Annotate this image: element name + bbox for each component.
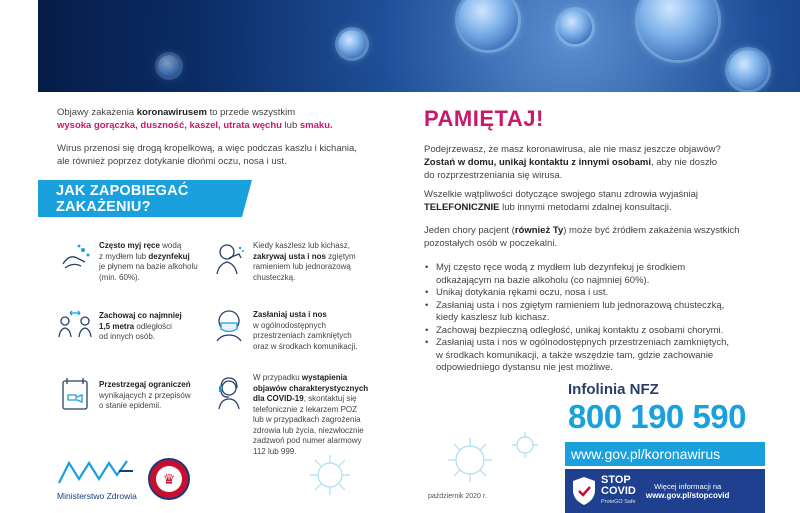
- tip-restrictions: Przestrzegaj ograniczeń wynikających z przepisów o stanie epidemii.: [99, 380, 191, 410]
- tip-cover-face: Zasłaniaj usta i nos w ogólnodostępnych przestrzeniach zamkniętych oraz w środkach komunikacji.: [253, 310, 358, 351]
- stopcovid-banner[interactable]: [565, 469, 765, 513]
- koronawirus-link[interactable]: www.gov.pl/koronawirus: [565, 442, 765, 466]
- stopcovid-link[interactable]: www.gov.pl/stopcovid: [645, 491, 730, 500]
- list-item: • Unikaj dotykania rękami oczu, nosa i ust.: [424, 287, 764, 300]
- intro-text: [57, 106, 357, 168]
- virus-particle: [458, 0, 518, 50]
- remember-paragraph-2: Wszelkie wątpliwości dotyczące swojego stanu zdrowia wyjaśniaj TELEFONICZNIE lub innymi metodami zdalnej konsultacji.: [424, 189, 699, 213]
- virus-particle: [158, 55, 180, 77]
- phone-doctor-icon: [211, 375, 247, 411]
- stopcovid-logo: STOP COVID ProteGO Safe: [571, 475, 636, 508]
- tip-keep-distance: Zachowaj co najmniej 1,5 metra odległości od innych osób.: [99, 311, 182, 341]
- decorative-virus-icon: [300, 445, 370, 505]
- stopcovid-info: Więcej informacji na www.gov.pl/stopcovid: [645, 482, 730, 500]
- virus-particle: [728, 50, 768, 90]
- virus-particle: [338, 30, 366, 58]
- remember-paragraph-1: Podejrzewasz, że masz koronawirusa, ale nie masz jeszcze objawów? Zostań w domu, unikaj kontaktu z innymi osobami, aby nie doszło do rozprzestrzeniania się wirusa.: [424, 144, 721, 181]
- ministry-logo-icon: [57, 457, 135, 485]
- remember-section: [424, 106, 764, 132]
- intro-paragraph-1: Objawy zakażenia koronawirusem to przede wszystkim wysoka gorączka, duszność, kaszel, utrata węchu lub smaku.: [57, 107, 333, 131]
- list-item: • Zachowaj bezpieczną odległość, unikaj kontaktu z osobami chorymi.: [424, 325, 764, 338]
- remember-paragraph-3: Jeden chory pacjent (również Ty) może być źródłem zakażenia wszystkich pozostałych osób w poczekalni.: [424, 225, 740, 249]
- remember-title: PAMIĘTAJ!: [424, 106, 544, 131]
- helpline-number[interactable]: 800 190 590: [568, 398, 747, 435]
- sanitary-inspectorate-logo: [148, 458, 190, 500]
- eagle-emblem-icon: ♛: [156, 466, 182, 492]
- remember-list: [424, 262, 764, 375]
- tip-wash-hands: Często myj ręce wodą z mydłem lub dezynfekuj je płynem na bazie alkoholu (min. 60%).: [99, 241, 198, 282]
- tip-cover-cough: Kiedy kaszlesz lub kichasz, zakrywaj usta i nos zgiętym ramieniem lub jednorazową chusteczką.: [253, 241, 356, 282]
- distance-icon: [57, 307, 93, 343]
- list-item: • Zasłaniaj usta i nos zgiętym ramieniem lub jednorazową chusteczką, kiedy kaszlesz lub kichasz.: [424, 300, 764, 325]
- tip-call-doctor: W przypadku wystąpienia objawów charakterystycznych dla COVID-19, skontaktuj się telefonicznie z lekarzem POZ lub w przypadkach zagrożenia zdrowia lub życia, niezwłocznie zadzwoń pod numer alarmowy 112 lub 999.: [253, 373, 369, 456]
- prevention-heading: JAK ZAPOBIEGAĆ ZAKAŻENIU?: [38, 180, 242, 217]
- publication-date: październik 2020 r.: [428, 493, 487, 500]
- list-item: • Zasłaniaj usta i nos w ogólnodostępnych przestrzeniach zamkniętych, w środkach komunikacji, a także wszędzie tam, gdzie zachowanie odpowiedniego dystansu nie jest możliwe.: [424, 337, 764, 375]
- ministry-label: Ministerstwo Zdrowia: [57, 491, 137, 501]
- virus-particle: [638, 0, 718, 60]
- sneeze-elbow-icon: [211, 240, 247, 276]
- decorative-virus-icon: [430, 420, 550, 500]
- virus-particle: [558, 10, 592, 44]
- restrictions-board-icon: [57, 375, 93, 411]
- hand-washing-icon: [57, 240, 93, 276]
- face-mask-icon: [211, 307, 247, 343]
- intro-paragraph-2: Wirus przenosi się drogą kropelkową, a więc podczas kaszlu i kichania, ale również poprzez dotykanie dłońmi oczu, nosa i ust.: [57, 143, 357, 167]
- helpline-label: Infolinia NFZ: [568, 381, 659, 398]
- virus-banner-image: [38, 0, 800, 92]
- list-item: • Myj często ręce wodą z mydłem lub dezynfekuj je środkiem odkażającym na bazie alkoholu (co najmniej 60%).: [424, 262, 764, 287]
- shield-icon: [571, 476, 597, 506]
- ministry-of-health-logo: [57, 457, 137, 501]
